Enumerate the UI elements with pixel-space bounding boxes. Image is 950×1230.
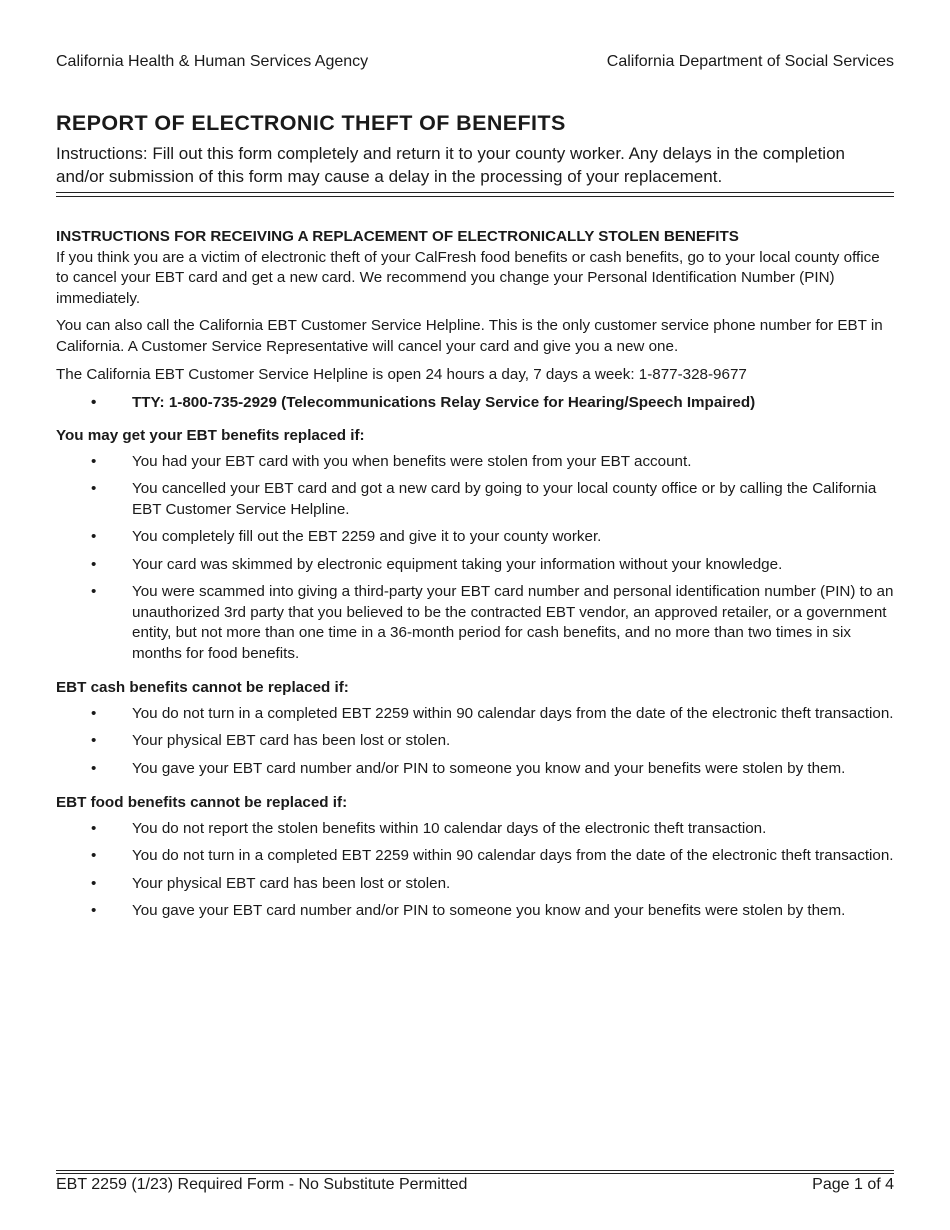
list-item — [56, 704, 894, 725]
list-item — [56, 582, 894, 664]
tty-number: TTY: 1-800-735-2929 (Telecommunications Relay Service for Hearing/Speech Impaired) — [132, 393, 756, 411]
list-item — [56, 555, 894, 576]
list-item-text: Your physical EBT card has been lost or stolen. — [132, 732, 451, 749]
list-item-text: You gave your EBT card number and/or PIN to someone you know and your benefits were stolen by them. — [132, 902, 846, 919]
intro-paragraph: If you think you are a victim of electronic theft of your CalFresh food benefits or cash benefits, go to your local county office to cancel your EBT card and get a new card. We recommend you change your Personal Identification Number (PIN) immediately. — [56, 248, 880, 307]
helpline-hours-paragraph: The California EBT Customer Service Helpline is open 24 hours a day, 7 days a week: 1-877-328-9677 — [56, 366, 747, 383]
bullet-icon: • — [91, 452, 97, 470]
list-item-text: Your card was skimmed by electronic equipment taking your information without your knowledge. — [132, 555, 783, 573]
list-item — [56, 759, 894, 780]
header-divider-second — [56, 196, 894, 197]
list-item — [56, 731, 894, 752]
form-content — [56, 227, 894, 930]
bullet-icon: • — [91, 555, 97, 573]
list-item — [56, 846, 894, 867]
footer-divider-second — [56, 1173, 894, 1174]
header-divider — [56, 192, 894, 193]
list-item-text: You do not turn in a completed EBT 2259 within 90 calendar days from the date of the electronic theft transaction. — [132, 704, 894, 722]
food-heading: EBT food benefits cannot be replaced if: — [56, 794, 348, 811]
tty-list — [56, 393, 894, 414]
bullet-icon: • — [91, 759, 97, 777]
page-number: Page 1 of 4 — [812, 1176, 894, 1193]
form-instructions: Instructions: Fill out this form completely and return it to your county worker. Any delays in the completion and/or submission of this form may cause a delay in the processing of your replacement. — [56, 144, 845, 186]
list-item — [56, 393, 894, 414]
list-item-text: You were scammed into giving a third-party your EBT card number and personal identification number (PIN) to an unauthorized 3rd party that you believed to be the contracted EBT vendor, an approved retailer, or a government entity, but not more than one time in a 36-month period for cash benefits, and no more than two times in six months for food benefits. — [132, 583, 894, 662]
cash-heading: EBT cash benefits cannot be replaced if: — [56, 679, 349, 696]
replaced-heading: You may get your EBT benefits replaced if: — [56, 427, 365, 444]
list-item-text: You cancelled your EBT card and got a new card by going to your local county office or by calling the California EBT Customer Service Helpline. — [132, 480, 877, 518]
bullet-icon: • — [91, 393, 97, 411]
page-footer — [56, 1175, 894, 1195]
cash-list — [56, 704, 894, 780]
form-id: EBT 2259 (1/23) Required Form - No Substitute Permitted — [56, 1176, 468, 1193]
department-name: California Department of Social Services — [606, 53, 894, 70]
list-item-text: You gave your EBT card number and/or PIN to someone you know and your benefits were stolen by them. — [132, 759, 846, 777]
list-item-text: You do not report the stolen benefits within 10 calendar days of the electronic theft transaction. — [132, 819, 767, 837]
bullet-icon: • — [91, 732, 97, 749]
list-item — [56, 452, 894, 473]
list-item — [56, 874, 894, 895]
section-heading: INSTRUCTIONS FOR RECEIVING A REPLACEMENT OF ELECTRONICALLY STOLEN BENEFITS — [56, 228, 739, 245]
bullet-icon: • — [91, 704, 97, 722]
list-item — [56, 819, 894, 840]
list-item — [56, 527, 894, 548]
bullet-icon: • — [91, 819, 97, 837]
list-item-text: You do not turn in a completed EBT 2259 within 90 calendar days from the date of the electronic theft transaction. — [132, 847, 894, 864]
agency-name: California Health & Human Services Agency — [56, 53, 369, 70]
list-item-text: Your physical EBT card has been lost or stolen. — [132, 874, 451, 892]
bullet-icon: • — [91, 480, 97, 497]
list-item-text: You completely fill out the EBT 2259 and give it to your county worker. — [132, 528, 602, 545]
list-item-text: You had your EBT card with you when benefits were stolen from your EBT account. — [132, 452, 692, 470]
replaced-list — [56, 452, 894, 665]
helpline-paragraph: You can also call the California EBT Customer Service Helpline. This is the only customer service phone number for EBT in California. A Customer Service Representative will cancel your card and give you a new one. — [56, 317, 883, 355]
bullet-icon: • — [91, 902, 97, 919]
bullet-icon: • — [91, 847, 97, 864]
form-title: REPORT OF ELECTRONIC THEFT OF BENEFITS — [56, 111, 566, 135]
footer-divider — [56, 1170, 894, 1171]
page-header — [56, 52, 894, 72]
bullet-icon: • — [91, 583, 97, 600]
food-list — [56, 819, 894, 922]
bullet-icon: • — [91, 874, 97, 892]
bullet-icon: • — [91, 528, 97, 545]
list-item — [56, 479, 894, 520]
list-item — [56, 901, 894, 922]
